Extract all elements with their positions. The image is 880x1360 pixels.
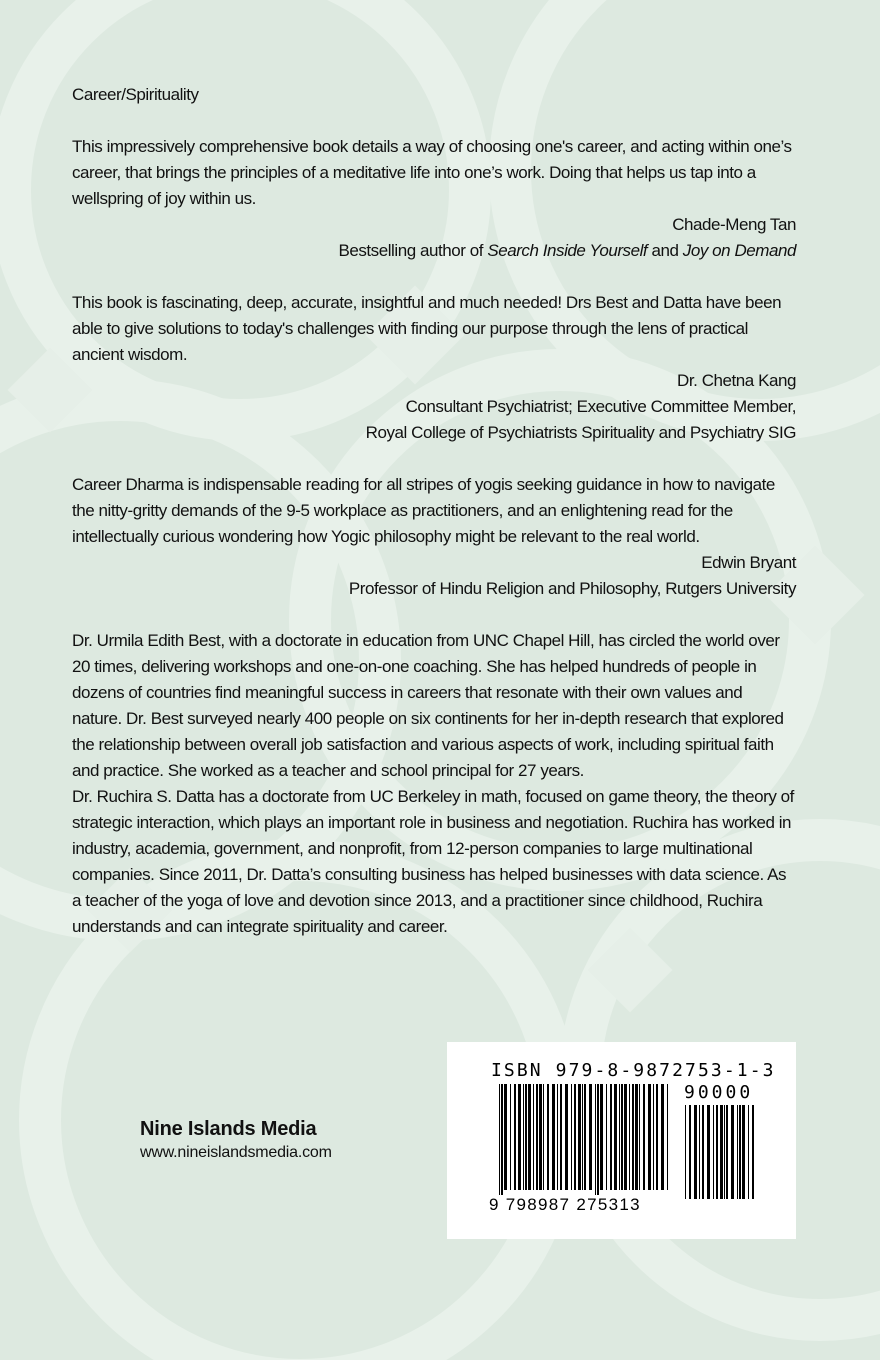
barcode-bar [560, 1084, 562, 1190]
barcode-bar [504, 1084, 507, 1190]
barcode-bar [543, 1084, 544, 1190]
barcode-bar [624, 1084, 627, 1190]
blurb-quote: This book is fascinating, deep, accurate, insightful and much needed! Drs Best and Datta have been able to give solutions to today's challenges with finding our purpose through the lens of practical ancient wisdom. [72, 293, 782, 364]
title-conjunction: and [647, 241, 683, 260]
barcode-bar [707, 1105, 710, 1199]
barcode-bar [635, 1084, 638, 1190]
barcode-bar [547, 1084, 549, 1190]
barcode-bar [525, 1084, 527, 1190]
barcode-bar [574, 1084, 576, 1190]
barcode-bar [510, 1084, 511, 1190]
barcode-bar [499, 1084, 500, 1200]
barcode-bar [643, 1084, 645, 1190]
barcode-bar [614, 1084, 617, 1190]
barcode-bar [518, 1084, 521, 1190]
barcode-bar [724, 1105, 725, 1199]
barcode-bar [639, 1084, 640, 1190]
title-prefix: Bestselling author of [338, 241, 488, 260]
barcode-bar [552, 1084, 555, 1190]
barcode-bar [528, 1084, 531, 1190]
publisher-name: Nine Islands Media [140, 1118, 317, 1140]
barcode-bar [597, 1084, 599, 1200]
publisher-info [140, 1116, 332, 1164]
blurb-author: Chade-Meng Tan [672, 215, 796, 234]
barcode-bar [702, 1105, 704, 1199]
barcode-bar [661, 1084, 664, 1190]
barcode-bar [619, 1084, 620, 1190]
barcode-bar [632, 1084, 634, 1190]
barcode-bar [523, 1084, 524, 1190]
barcode-bar [595, 1084, 596, 1200]
barcode-bar [514, 1084, 516, 1190]
barcode-bar [533, 1084, 534, 1190]
blurb-3 [72, 472, 796, 602]
barcode-bar [667, 1084, 668, 1190]
back-cover-text [72, 82, 796, 940]
barcode-bar [748, 1105, 749, 1199]
book-title-2: Joy on Demand [682, 241, 796, 260]
barcode-bar [699, 1105, 700, 1199]
barcode-bar [606, 1084, 607, 1190]
barcode-bar [689, 1105, 691, 1199]
barcode-bar [578, 1084, 581, 1190]
blurb-author-title: Professor of Hindu Religion and Philosophy, Rutgers University [348, 579, 796, 598]
publisher-url: www.nineislandsmedia.com [140, 1144, 332, 1161]
barcode-digits: 9 798987 275313 [489, 1195, 641, 1214]
barcode-bar [600, 1084, 603, 1190]
blurb-author-affiliation: Royal College of Psychiatrists Spirituality and Psychiatry SIG [365, 423, 796, 442]
barcode-bar [716, 1105, 718, 1199]
author-bio-best: Dr. Urmila Edith Best, with a doctorate in education from UNC Chapel Hill, has circled the world over 20 times, delivering workshops and one-on-one coaching. She has helped hundreds of people in dozens of countries find meaningful success in careers that resonate with their own values and nature. Dr. Best surveyed nearly 400 people on six continents for her in-depth research that explored the relationship between overall job satisfaction and various aspects of work, including spiritual faith and practice. She worked as a teacher and school principal for 27 years. [72, 631, 784, 780]
barcode-bar [648, 1084, 651, 1190]
category-label: Career/Spirituality [72, 85, 199, 104]
barcode-bar [610, 1084, 612, 1190]
barcode-bar [539, 1084, 542, 1190]
barcode-bar [557, 1084, 558, 1190]
barcode-bar [726, 1105, 728, 1199]
book-title-1: Search Inside Yourself [487, 241, 648, 260]
isbn-label: ISBN 979-8-9872753-1-3 [491, 1060, 776, 1081]
barcode-bar [629, 1084, 630, 1190]
blurb-author: Dr. Chetna Kang [677, 371, 796, 390]
isbn-barcode [447, 1042, 796, 1239]
barcode-bar [589, 1084, 592, 1190]
barcode-bar [685, 1105, 686, 1199]
blurb-author-title: Consultant Psychiatrist; Executive Committee Member, [405, 397, 796, 416]
barcode-bar [582, 1084, 583, 1190]
barcode-bar [739, 1105, 741, 1199]
barcode-bar [752, 1105, 754, 1199]
barcode-bar [742, 1105, 745, 1199]
barcode-bar [713, 1105, 714, 1199]
blurb-1 [72, 134, 796, 264]
blurb-quote: This impressively comprehensive book details a way of choosing one's career, and acting within one’s career, that brings the principles of a meditative life into one’s work. Doing that helps us tap into a wellspring of joy within us. [72, 137, 792, 208]
barcode-bar [653, 1084, 654, 1190]
barcode-bar [694, 1105, 697, 1199]
barcode-bar [501, 1084, 503, 1200]
barcode-bar [720, 1105, 723, 1199]
author-bio-datta: Dr. Ruchira S. Datta has a doctorate from UC Berkeley in math, focused on game theory, the theory of strategic interaction, which plays an important role in business and negotiation. Ruchira has worked in industry, academia, government, and nonprofit, from 12-person companies to large multinational companies. Since 2011, Dr. Datta’s consulting business has helped businesses with data science. As a teacher of the yoga of love and devotion since 2013, and a practitioner since childhood, Ruchira understands and can integrate spirituality and career. [72, 787, 794, 936]
barcode-bar [571, 1084, 572, 1190]
blurb-quote: Career Dharma is indispensable reading for all stripes of yogis seeking guidance in how to navigate the nitty-gritty demands of the 9-5 workplace as practitioners, and an enlightening read for the intellectually curious wondering how Yogic philosophy might be relevant to the real world. [72, 475, 775, 546]
barcode-bar [584, 1084, 586, 1190]
barcode-bar [536, 1084, 538, 1190]
barcode-bar [621, 1084, 623, 1190]
blurb-2 [72, 290, 796, 446]
price-addon: 90000 [684, 1082, 754, 1103]
blurb-author-title [72, 238, 796, 264]
barcode-bar [731, 1105, 734, 1199]
barcode-bar [656, 1084, 658, 1190]
barcode-bar [565, 1084, 568, 1190]
barcode-bar [737, 1105, 738, 1199]
blurb-author: Edwin Bryant [701, 553, 796, 572]
